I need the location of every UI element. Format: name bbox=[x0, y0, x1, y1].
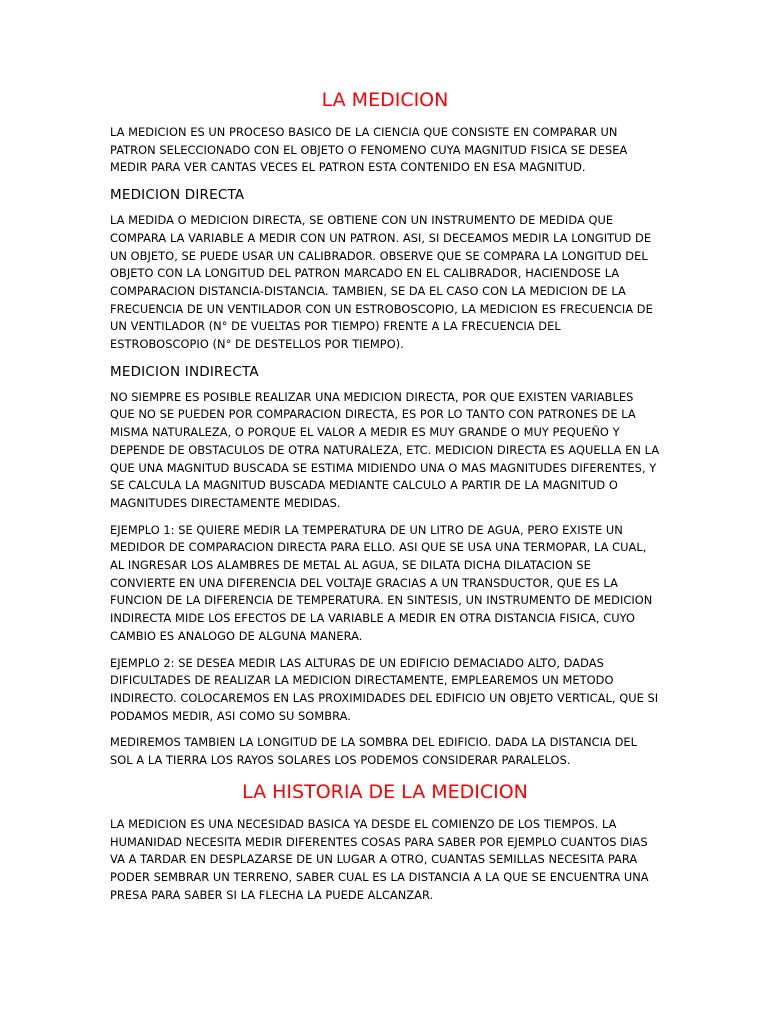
history-paragraph: LA MEDICION ES UNA NECESIDAD BASICA YA DESDE EL COMIENZO DE LOS TIEMPOS. LA HUMANIDAD NECESITA MEDIR DIFERENTES COSAS PARA SABER POR EJEMPLO CUANTOS DIAS VA A TARDAR EN DESPLAZARSE DE UN LUGAR A OTRO, CUANTAS SEMILLAS NECESITA PARA PODER SEMBRAR UN TERRENO, SABER CUAL ES LA DISTANCIA A LA QUE SE ENCUENTRA UNA PRESA PARA SABER SI LA FLECHA LA PUEDE ALCANZAR. bbox=[110, 816, 649, 902]
example-2-paragraph: EJEMPLO 2: SE DESEA MEDIR LAS ALTURAS DE UN EDIFICIO DEMACIADO ALTO, DADAS DIFICULTADES DE REALIZAR LA MEDICION DIRECTAMENTE, EMPLEAREMOS UN METODO INDIRECTO. COLOCAREMOS EN LAS PROXIMIDADES DEL EDIFICIO UN OBJETO VERTICAL, QUE SI PODAMOS MEDIR, ASI COMO SU SOMBRA. bbox=[110, 655, 659, 723]
document-title: LA MEDICION bbox=[321, 89, 449, 111]
document-page bbox=[110, 88, 660, 913]
example-1-paragraph: EJEMPLO 1: SE QUIERE MEDIR LA TEMPERATURA DE UN LITRO DE AGUA, PERO EXISTE UN MEDIDOR DE COMPARACION DIRECTA PARA ELLO. ASI QUE SE USA UNA TERMOPAR, LA CUAL, AL INGRESAR LOS ALAMBRES DE METAL AL AGUA, SE DILATA DICHA DILATACION SE CONVIERTE EN UNA DIFERENCIA DEL VOLTAJE GRACIAS A UN TRANSDUCTOR, QUE ES LA FUNCION DE LA DIFERENCIA DE TEMPERATURA. EN SINTESIS, UN INSTRUMENTO DE MEDICION INDIRECTA MIDE LOS EFECTOS DE LA VARIABLE A MEDIR EN OTRA DISTANCIA FISICA, CUYO CAMBIO ES ANALOGO DE ALGUNA MANERA. bbox=[110, 522, 653, 643]
direct-measurement-heading: MEDICION DIRECTA bbox=[110, 187, 245, 204]
indirect-measurement-heading: MEDICION INDIRECTA bbox=[110, 363, 259, 380]
intro-paragraph: LA MEDICION ES UN PROCESO BASICO DE LA CIENCIA QUE CONSISTE EN COMPARAR UN PATRON SELECCIONADO CON EL OBJETO O FENOMENO CUYA MAGNITUD FISICA SE DESEA MEDIR PARA VER CANTAS VECES EL PATRON ESTA CONTENIDO EN ESA MAGNITUD. bbox=[110, 125, 628, 175]
indirect-measurement-paragraph: NO SIEMPRE ES POSIBLE REALIZAR UNA MEDICION DIRECTA, POR QUE EXISTEN VARIABLES QUE NO SE PUEDEN POR COMPARACION DIRECTA, ES POR LO TANTO CON PATRONES DE LA MISMA NATURALEZA, O PORQUE EL VALOR A MEDIR ES MUY GRANDE O MUY PEQUEÑO Y DEPENDE DE OBSTACULOS DE OTRA NATURALEZA, ETC. MEDICION DIRECTA ES AQUELLA EN LA QUE UNA MAGNITUD BUSCADA SE ESTIMA MIDIENDO UNA O MAS MAGNITUDES DIFERENTES, Y SE CALCULA LA MAGNITUD BUSCADA MEDIANTE CALCULO A PARTIR DE LA MAGNITUD O MAGNITUDES DIRECTAMENTE MEDIDAS. bbox=[110, 389, 660, 510]
history-title: LA HISTORIA DE LA MEDICION bbox=[242, 780, 528, 803]
direct-measurement-paragraph: LA MEDIDA O MEDICION DIRECTA, SE OBTIENE CON UN INSTRUMENTO DE MEDIDA QUE COMPARA LA VARIABLE A MEDIR CON UN PATRON. ASI, SI DECEAMOS MEDIR LA LONGITUD DE UN OBJETO, SE PUEDE USAR UN CALIBRADOR. OBSERVE QUE SE COMPARA LA LONGITUD DEL OBJETO CON LA LONGITUD DEL PATRON MARCADO EN EL CALIBRADOR, HACIENDOSE LA COMPARACION DISTANCIA-DISTANCIA. TAMBIEN, SE DA EL CASO CON LA MEDICION DE LA FRECUENCIA DE UN VENTILADOR CON UN ESTROBOSCOPIO, LA MEDICION ES FRECUENCIA DE UN VENTILADOR (N° DE VUELTAS POR TIEMPO) FRENTE A LA FRECUENCIA DEL ESTROBOSCOPIO (N° DE DESTELLOS POR TIEMPO). bbox=[110, 213, 653, 352]
shadow-paragraph: MEDIREMOS TAMBIEN LA LONGITUD DE LA SOMBRA DEL EDIFICIO. DADA LA DISTANCIA DEL SOL A LA TIERRA LOS RAYOS SOLARES LOS PODEMOS CONSIDERAR PARALELOS. bbox=[110, 735, 638, 768]
